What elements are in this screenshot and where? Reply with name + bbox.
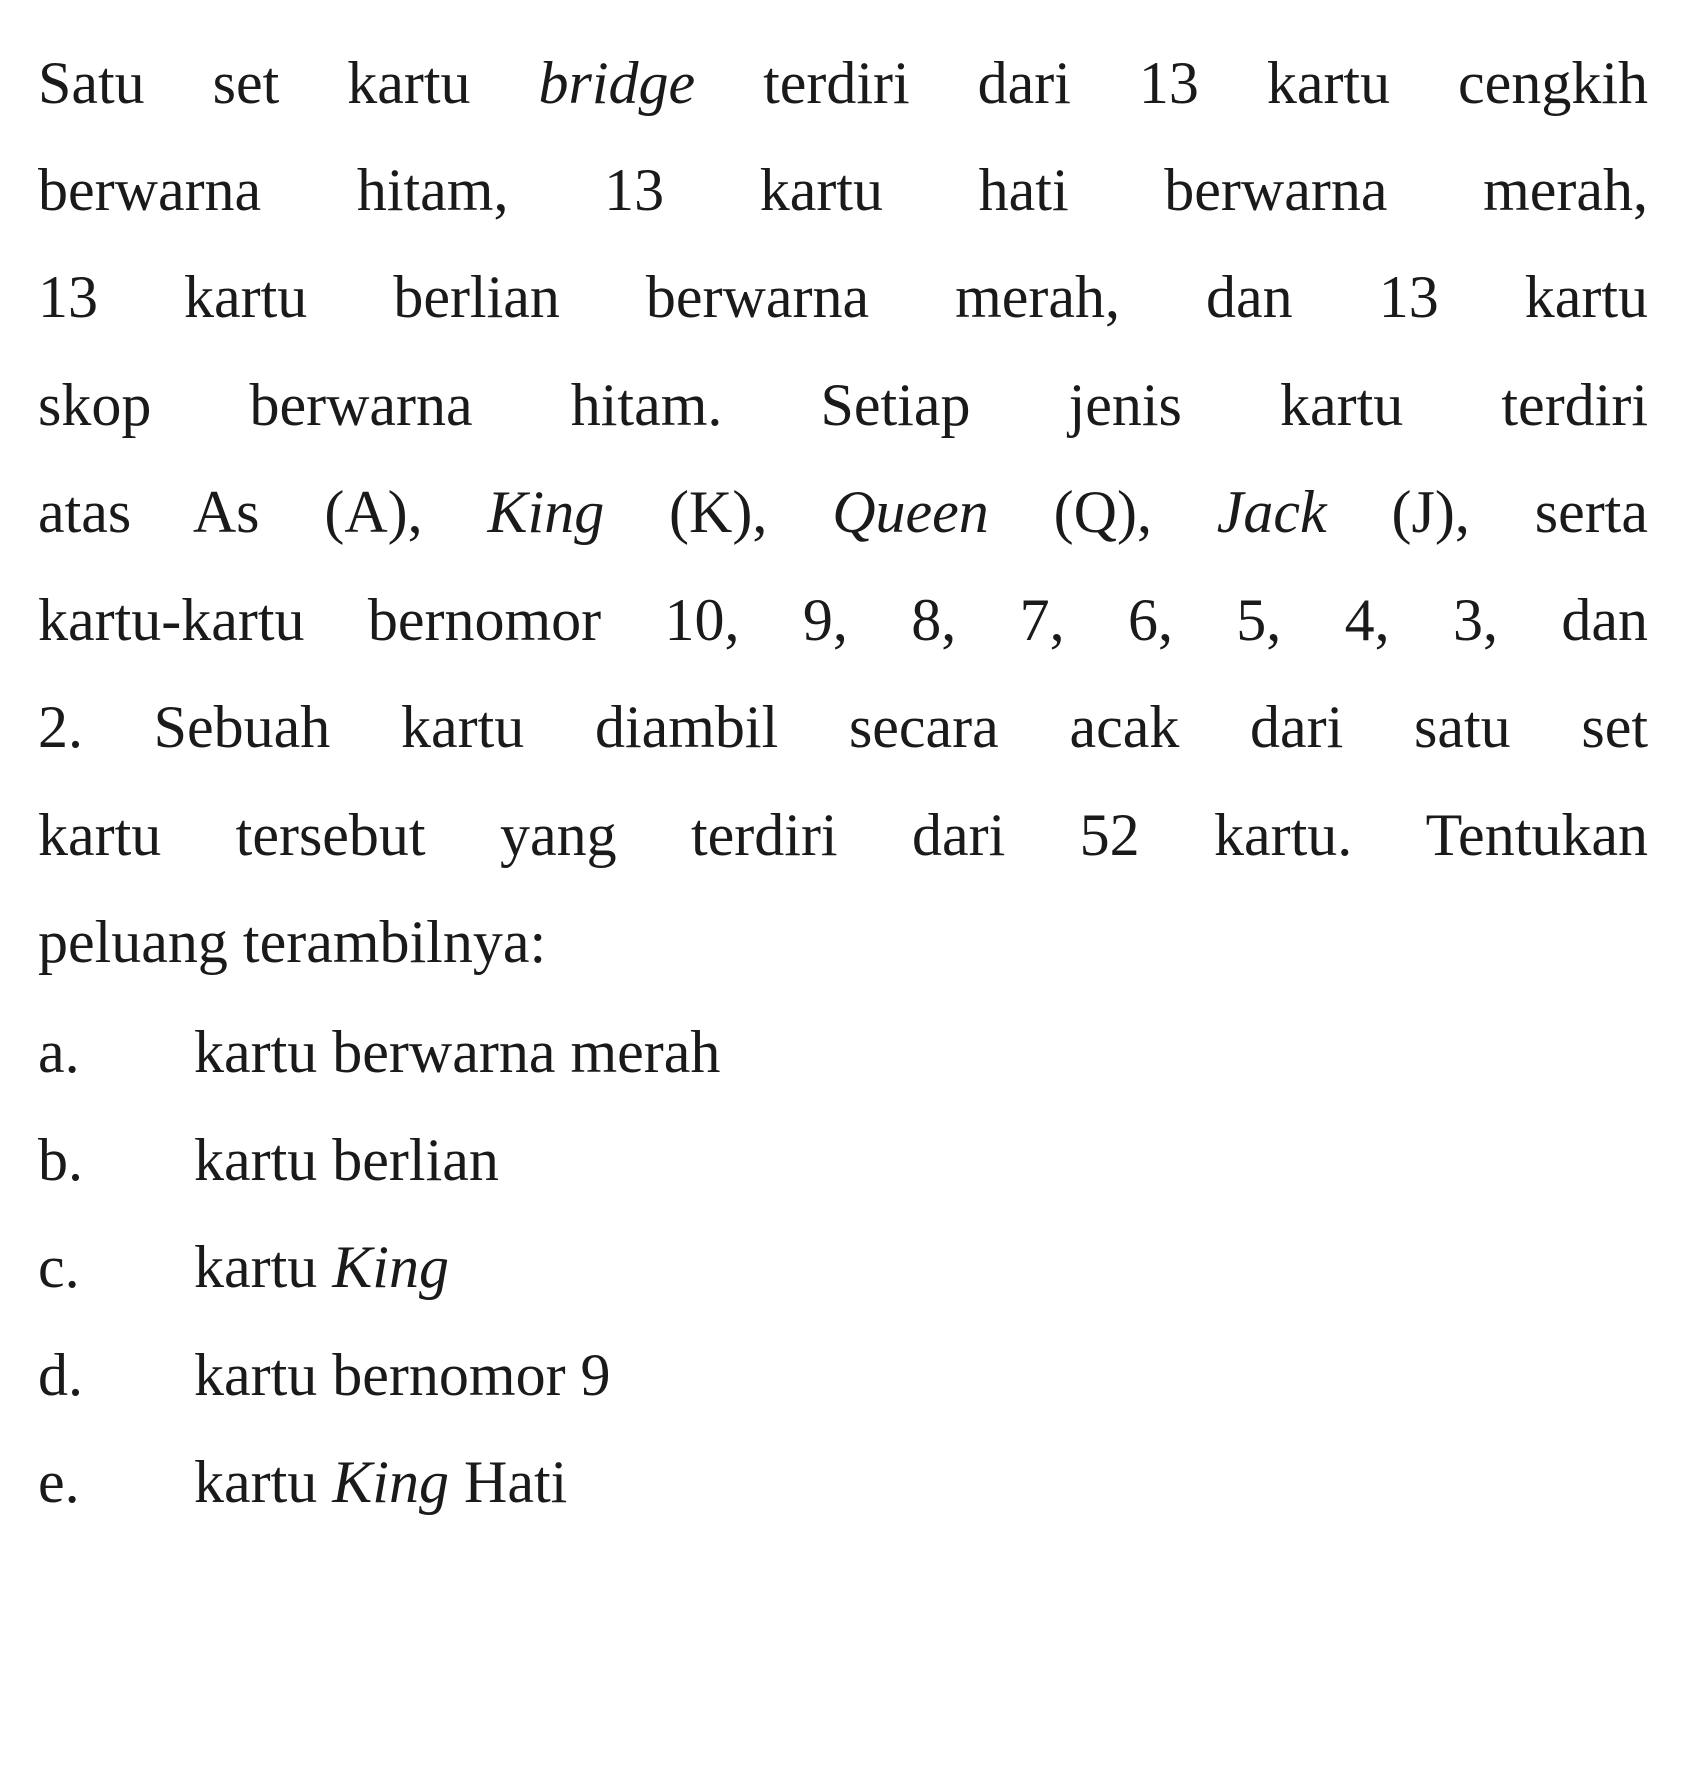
problem-line: 2. Sebuah kartu diambil secara acak dari satu set	[38, 694, 1648, 760]
option-d	[38, 1342, 1648, 1415]
option-letter: c.	[38, 1234, 80, 1300]
problem-line: peluang terambilnya:	[38, 909, 547, 975]
italic-term: Queen	[832, 479, 989, 545]
problem-line: kartu-kartu bernomor 10, 9, 8, 7, 6, 5, 4, 3, dan	[38, 587, 1648, 653]
option-letter: d.	[38, 1342, 83, 1408]
problem-line: 13 kartu berlian berwarna merah, dan 13 kartu	[38, 264, 1648, 330]
italic-term: King	[332, 1449, 449, 1515]
option-e	[38, 1449, 1648, 1522]
option-letter: b.	[38, 1127, 83, 1193]
option-text: kartu bernomor 9	[194, 1342, 611, 1408]
option-text: kartu berlian	[194, 1127, 499, 1193]
problem-line: skop berwarna hitam. Setiap jenis kartu terdiri	[38, 372, 1648, 438]
option-text: kartu King	[194, 1234, 449, 1300]
italic-term: King	[332, 1234, 449, 1300]
option-letter: a.	[38, 1019, 80, 1085]
italic-term: Jack	[1216, 479, 1327, 545]
problem-line: Satu set kartu bridge terdiri dari 13 kartu cengkih	[38, 50, 1648, 116]
problem-line: kartu tersebut yang terdiri dari 52 kartu. Tentukan	[38, 802, 1648, 868]
option-a	[38, 1019, 1648, 1092]
problem-line: atas As (A), King (K), Queen (Q), Jack (J), serta	[38, 479, 1648, 545]
option-b	[38, 1127, 1648, 1200]
italic-term: bridge	[538, 50, 696, 116]
problem-line: berwarna hitam, 13 kartu hati berwarna merah,	[38, 157, 1648, 223]
option-c	[38, 1234, 1648, 1307]
italic-term: King	[487, 479, 605, 545]
option-text: kartu King Hati	[194, 1449, 568, 1515]
option-text: kartu berwarna merah	[194, 1019, 721, 1085]
option-letter: e.	[38, 1449, 80, 1515]
